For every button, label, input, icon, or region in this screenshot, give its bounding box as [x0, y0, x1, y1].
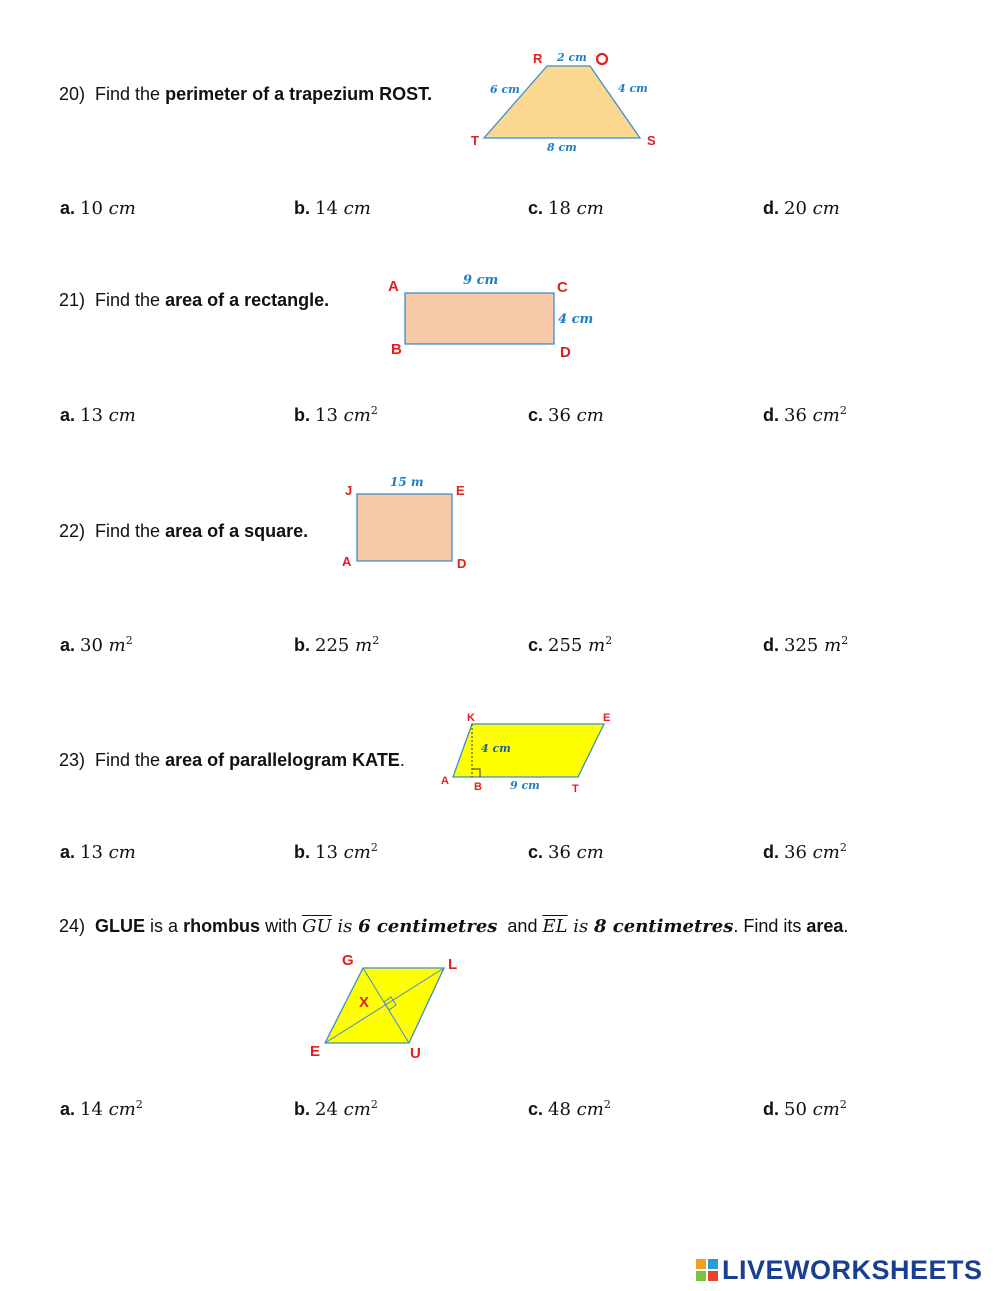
- option-unit: m: [108, 635, 126, 656]
- option-unit: cm: [108, 198, 136, 219]
- option-d[interactable]: [763, 635, 848, 656]
- area-word: area: [806, 916, 844, 936]
- option-a[interactable]: [60, 1099, 143, 1120]
- option-unit: m: [588, 635, 606, 656]
- option-c[interactable]: [528, 1099, 611, 1120]
- question-bold-text: area of parallelogram KATE: [165, 750, 400, 770]
- option-letter: c.: [528, 842, 544, 862]
- option-d[interactable]: [763, 1099, 847, 1120]
- measure-top: 15 m: [390, 475, 424, 489]
- option-unit: cm: [812, 198, 840, 219]
- option-a[interactable]: [60, 405, 136, 426]
- option-letter: d.: [763, 1099, 779, 1119]
- option-letter: a.: [60, 635, 76, 655]
- trapezium-rost-figure: [460, 46, 680, 162]
- vertex-j: J: [345, 483, 353, 498]
- option-a[interactable]: [60, 635, 133, 656]
- option-exp: 2: [135, 1098, 143, 1111]
- question-prefix: Find the: [95, 750, 166, 770]
- question-text: and: [497, 916, 543, 936]
- vertex-b: B: [474, 781, 482, 793]
- question-number: 24): [59, 916, 86, 936]
- option-unit: cm: [108, 842, 136, 863]
- option-value: 50: [784, 1099, 807, 1120]
- option-letter: c.: [528, 1099, 544, 1119]
- option-letter: b.: [294, 842, 310, 862]
- vertex-k: K: [467, 712, 475, 724]
- vertex-d: D: [457, 556, 467, 571]
- segment-el: $\overline{EL}$: [542, 916, 568, 937]
- option-unit: cm: [343, 198, 371, 219]
- option-letter: d.: [763, 842, 779, 862]
- option-exp: 2: [841, 634, 849, 647]
- measure-left: 6 cm: [490, 83, 520, 96]
- option-value: 13: [80, 405, 103, 426]
- option-unit: cm: [812, 842, 840, 863]
- option-exp: 2: [839, 1098, 847, 1111]
- measure-top: 9 cm: [463, 273, 499, 288]
- option-letter: a.: [60, 198, 76, 218]
- option-a[interactable]: [60, 842, 136, 863]
- option-value: 13: [315, 405, 338, 426]
- option-letter: b.: [294, 198, 310, 218]
- parallelogram-kate-figure: [435, 706, 625, 798]
- math-is: is: [567, 916, 594, 937]
- question-bold-text: area of a rectangle.: [165, 290, 330, 310]
- option-value: 325: [784, 635, 819, 656]
- option-value: 20: [784, 198, 807, 219]
- option-letter: b.: [294, 1099, 310, 1119]
- square-jead-figure: [335, 470, 485, 576]
- question-bold-text: perimeter of a trapezium ROST.: [165, 84, 433, 104]
- option-unit: cm: [812, 1099, 840, 1120]
- rectangle-shape: [405, 293, 554, 344]
- vertex-t: T: [572, 783, 579, 795]
- question-21: [59, 290, 329, 311]
- option-unit: cm: [576, 198, 604, 219]
- liveworksheets-logo: [696, 1253, 983, 1287]
- option-value: 255: [548, 635, 583, 656]
- measure-base: 9 cm: [510, 779, 540, 792]
- rhombus-glue-figure: [305, 946, 475, 1066]
- option-c[interactable]: [528, 842, 604, 863]
- option-letter: b.: [294, 405, 310, 425]
- shape-word: rhombus: [183, 916, 261, 936]
- vertex-x: X: [359, 994, 370, 1011]
- option-unit: m: [355, 635, 373, 656]
- square-shape: [357, 494, 452, 561]
- vertex-o: [597, 54, 607, 64]
- measure-height: 4 cm: [481, 742, 511, 755]
- option-unit: cm: [576, 1099, 604, 1120]
- option-value: 36: [548, 842, 571, 863]
- logo-text: LIVEWORKSHEETS: [722, 1254, 983, 1285]
- question-text: is a: [145, 916, 184, 936]
- option-letter: d.: [763, 198, 779, 218]
- option-unit: cm: [343, 405, 371, 426]
- vertex-e: E: [603, 712, 611, 724]
- option-letter: d.: [763, 635, 779, 655]
- option-exp: 2: [370, 404, 378, 417]
- option-value: 24: [315, 1099, 338, 1120]
- option-value: 225: [315, 635, 350, 656]
- vertex-b: B: [391, 341, 402, 358]
- rhombus-name: GLUE: [95, 916, 146, 936]
- option-exp: 2: [370, 1098, 378, 1111]
- segment-gu: $\overline{GU}$: [302, 916, 332, 937]
- option-exp: 2: [125, 634, 133, 647]
- question-bold-text: area of a square.: [165, 521, 309, 541]
- option-d[interactable]: [763, 842, 847, 863]
- option-b[interactable]: [294, 1099, 378, 1120]
- option-unit: cm: [108, 1099, 136, 1120]
- option-value: 36: [548, 405, 571, 426]
- option-exp: 2: [603, 1098, 611, 1111]
- question-text: with: [260, 916, 303, 936]
- vertex-a: A: [388, 278, 399, 295]
- question-number: 22): [59, 521, 86, 541]
- option-value: 13: [80, 842, 103, 863]
- option-c[interactable]: [528, 198, 604, 219]
- trapezium-shape: [484, 66, 640, 138]
- question-22: [59, 521, 308, 542]
- question-prefix: Find the: [95, 84, 166, 104]
- option-unit: cm: [812, 405, 840, 426]
- question-text: . Find its: [733, 916, 807, 936]
- option-d[interactable]: [763, 405, 847, 426]
- option-unit: cm: [576, 842, 604, 863]
- option-c[interactable]: [528, 405, 604, 426]
- measure-bottom: 8 cm: [547, 141, 577, 154]
- option-exp: 2: [605, 634, 613, 647]
- question-suffix: .: [399, 750, 405, 770]
- vertex-g: G: [342, 952, 354, 969]
- vertex-e: E: [456, 483, 465, 498]
- vertex-r: R: [533, 51, 543, 66]
- measure-right: 4 cm: [558, 312, 594, 327]
- question-prefix: Find the: [95, 290, 166, 310]
- math-is: is: [331, 916, 359, 937]
- vertex-l: L: [448, 956, 458, 973]
- option-letter: c.: [528, 405, 544, 425]
- option-unit: cm: [343, 1099, 371, 1120]
- option-value: 36: [784, 842, 807, 863]
- option-unit: cm: [343, 842, 371, 863]
- logo-square: [708, 1259, 718, 1269]
- option-exp: 2: [372, 634, 380, 647]
- option-value: 48: [548, 1099, 571, 1120]
- option-letter: b.: [294, 635, 310, 655]
- option-b[interactable]: [294, 405, 378, 426]
- option-b[interactable]: [294, 198, 371, 219]
- option-value: 10: [80, 198, 103, 219]
- vertex-a: A: [441, 775, 449, 787]
- option-d[interactable]: [763, 198, 840, 219]
- option-letter: a.: [60, 405, 76, 425]
- vertex-s: S: [647, 133, 656, 148]
- question-20: [59, 84, 432, 105]
- question-prefix: Find the: [95, 521, 166, 541]
- logo-square: [696, 1259, 706, 1269]
- option-a[interactable]: [60, 198, 136, 219]
- option-letter: a.: [60, 842, 76, 862]
- measure-right: 4 cm: [618, 82, 648, 95]
- option-value: 30: [80, 635, 103, 656]
- option-value: 14: [315, 198, 338, 219]
- vertex-t: T: [471, 133, 479, 148]
- logo-square: [708, 1271, 718, 1281]
- vertex-a: A: [342, 554, 352, 569]
- option-c[interactable]: [528, 635, 612, 656]
- vertex-d: D: [560, 344, 571, 361]
- option-letter: d.: [763, 405, 779, 425]
- option-value: 36: [784, 405, 807, 426]
- rectangle-abcd-figure: [380, 268, 610, 364]
- logo-squares-icon: [696, 1259, 718, 1281]
- question-number: 20): [59, 84, 86, 104]
- option-exp: 2: [370, 841, 378, 854]
- question-number: 23): [59, 750, 86, 770]
- option-letter: a.: [60, 1099, 76, 1119]
- option-letter: c.: [528, 635, 544, 655]
- vertex-e: E: [310, 1043, 321, 1060]
- measure-top: 2 cm: [557, 51, 587, 64]
- option-b[interactable]: [294, 635, 379, 656]
- question-number: 21): [59, 290, 86, 310]
- logo-square: [696, 1271, 706, 1281]
- question-23: [59, 750, 405, 771]
- option-value: 18: [548, 198, 571, 219]
- option-b[interactable]: [294, 842, 378, 863]
- measure-gu: 6 centimetres: [358, 916, 498, 937]
- vertex-c: C: [557, 279, 568, 296]
- option-exp: 2: [839, 841, 847, 854]
- option-unit: cm: [576, 405, 604, 426]
- option-unit: cm: [108, 405, 136, 426]
- question-24: [59, 916, 848, 937]
- option-letter: c.: [528, 198, 544, 218]
- option-exp: 2: [839, 404, 847, 417]
- option-value: 14: [80, 1099, 103, 1120]
- option-value: 13: [315, 842, 338, 863]
- question-text: .: [843, 916, 849, 936]
- measure-el: 8 centimetres: [594, 916, 734, 937]
- option-unit: m: [824, 635, 842, 656]
- vertex-u: U: [410, 1045, 421, 1062]
